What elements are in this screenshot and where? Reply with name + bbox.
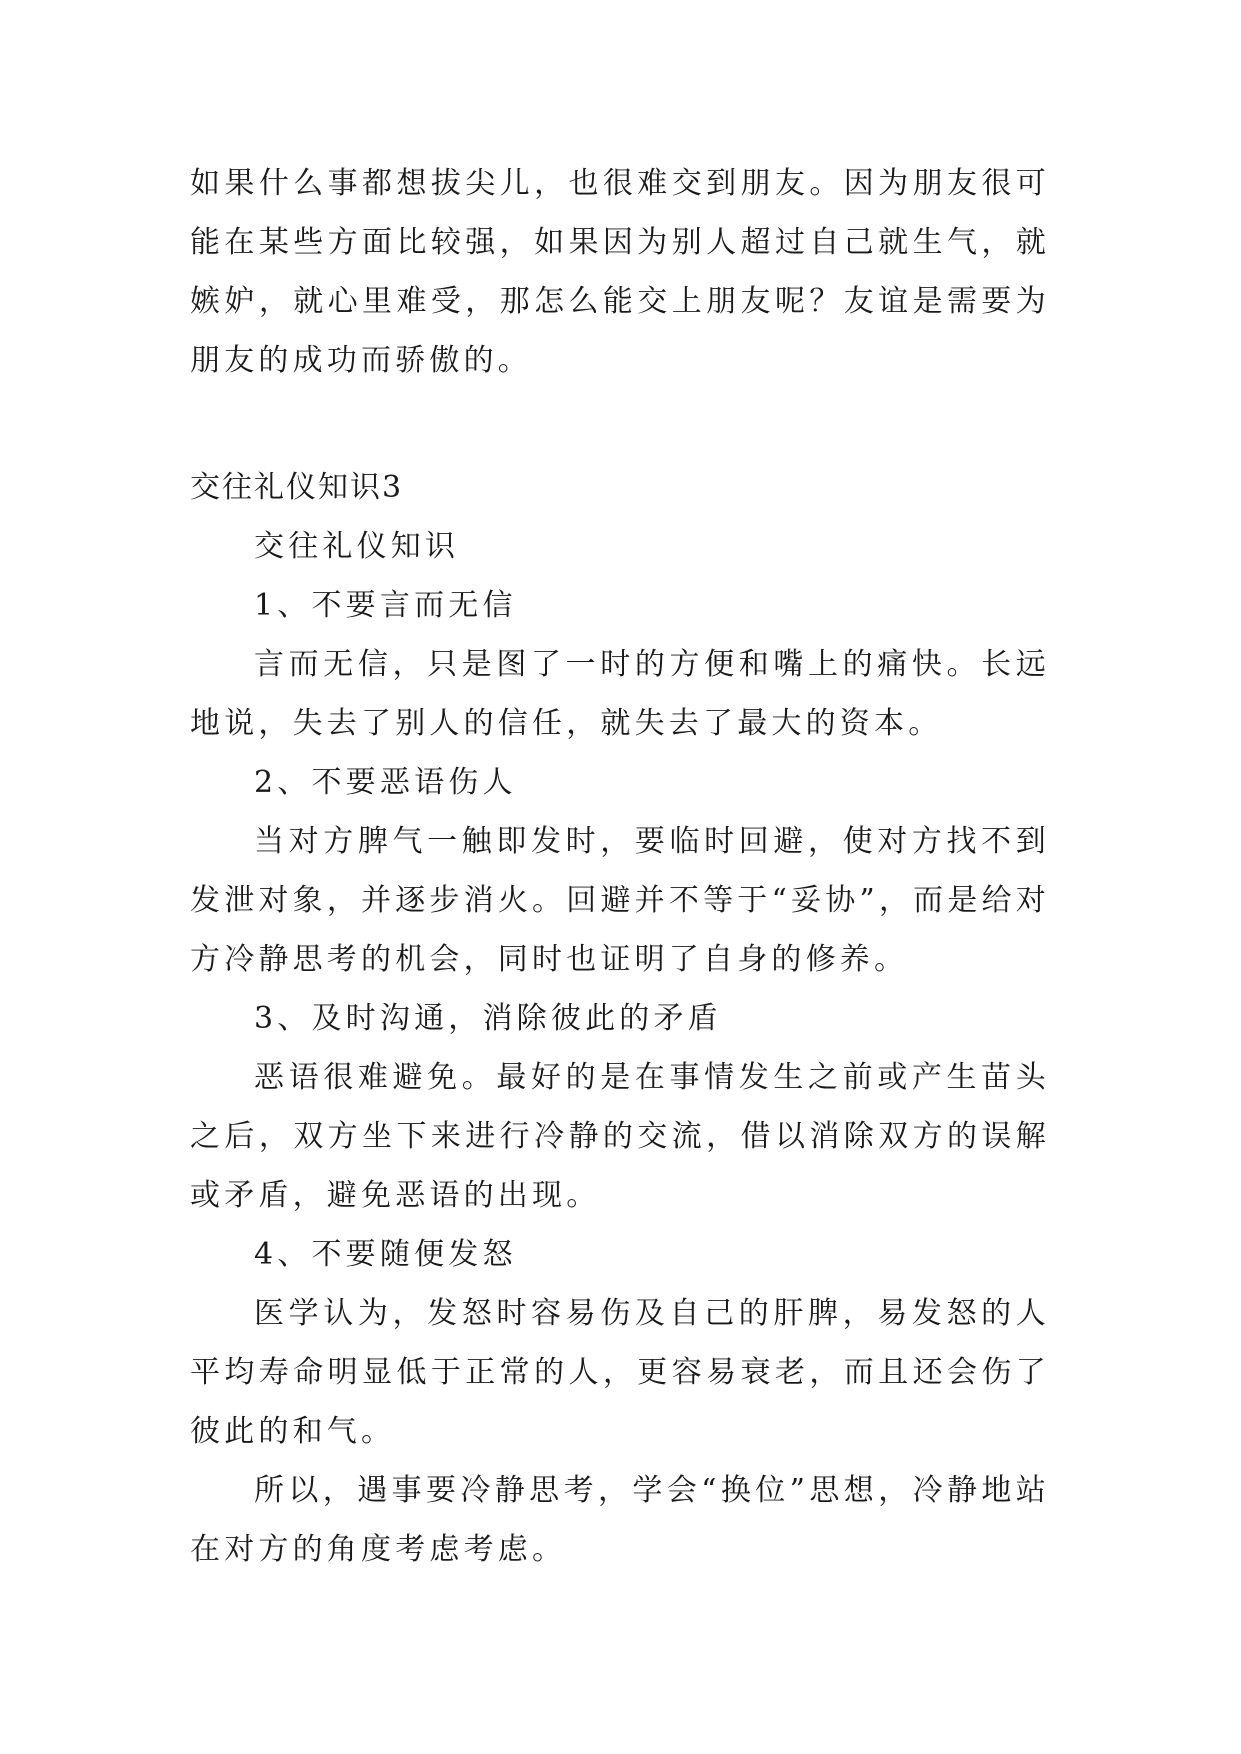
section-subheading: 交往礼仪知识 xyxy=(254,529,460,564)
item-heading-4: 4、不要随便发怒 xyxy=(254,1237,517,1272)
item-heading-2: 2、不要恶语伤人 xyxy=(254,765,517,800)
item-body-3: 恶语很难避免。最好的是在事情发生之前或产生苗头之后，双方坐下来进行冷静的交流，借以消除双方的误解或矛盾，避免恶语的出现。 xyxy=(190,1060,1050,1213)
item-body-1: 言而无信，只是图了一时的方便和嘴上的痛快。长远地说，失去了别人的信任，就失去了最大的资本。 xyxy=(190,647,1050,741)
item-heading-1: 1、不要言而无信 xyxy=(254,588,517,623)
paragraph-intro: 如果什么事都想拔尖儿，也很难交到朋友。因为朋友很可能在某些方面比较强，如果因为别人超过自己就生气，就嫉妒，就心里难受，那怎么能交上朋友呢？友谊是需要为朋友的成功而骄傲的。 xyxy=(190,166,1050,378)
item-body-4: 医学认为，发怒时容易伤及自己的肝脾，易发怒的人平均寿命明显低于正常的人，更容易衰老，而且还会伤了彼此的和气。 xyxy=(190,1296,1050,1449)
item-body-2: 当对方脾气一触即发时，要临时回避，使对方找不到发泄对象，并逐步消火。回避并不等于“妥协”，而是给对方冷静思考的机会，同时也证明了自身的修养。 xyxy=(190,824,1050,977)
closing-paragraph: 所以，遇事要冷静思考，学会“换位”思想，冷静地站在对方的角度考虑考虑。 xyxy=(190,1473,1050,1567)
item-heading-3: 3、及时沟通，消除彼此的矛盾 xyxy=(254,1001,722,1036)
section-heading: 交往礼仪知识3 xyxy=(190,470,404,505)
